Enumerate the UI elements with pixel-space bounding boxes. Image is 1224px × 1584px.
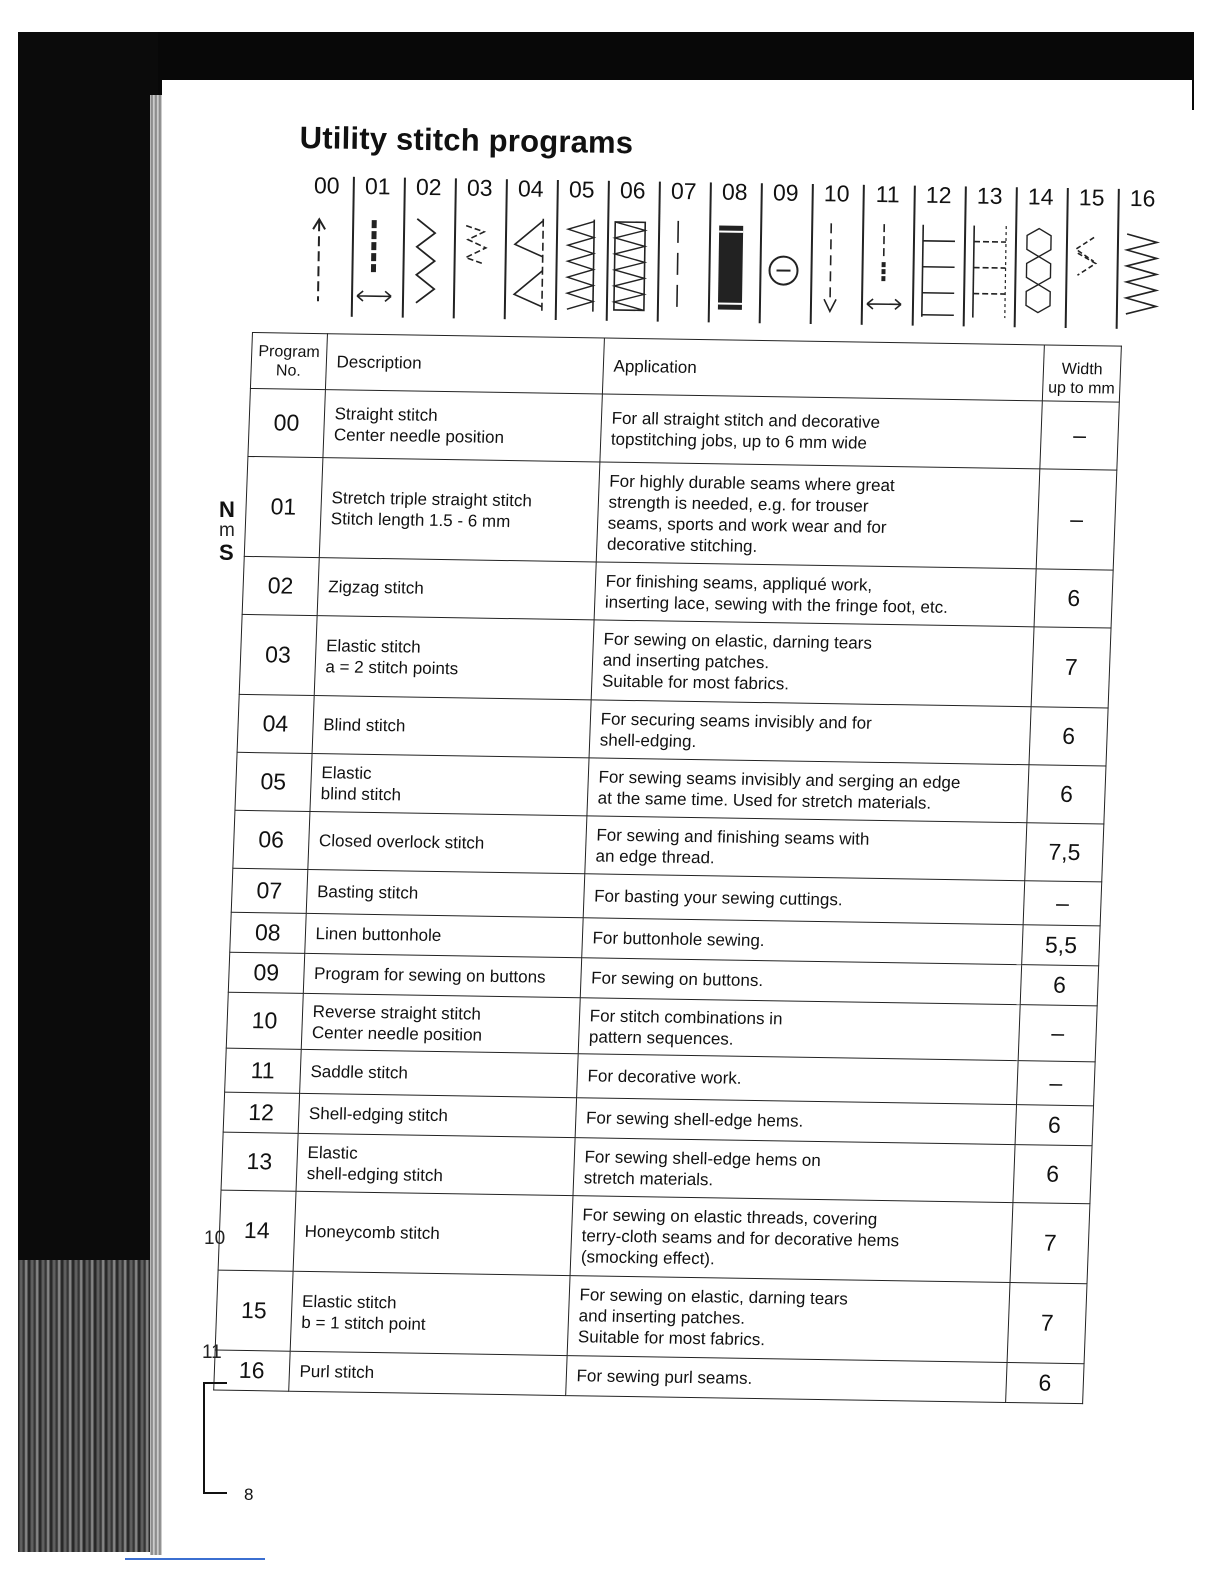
stitch-width: 6 xyxy=(1006,1362,1084,1403)
stitch-description: Stretch triple straight stitch Stitch length 1.5 - 6 mm xyxy=(319,458,600,562)
stitch-program-number: 06 xyxy=(619,176,646,204)
stitch-program-number: 02 xyxy=(415,173,442,201)
header-description-label: Description xyxy=(336,352,422,373)
stitch-application: For sewing purl seams. xyxy=(565,1356,1007,1403)
stitch-program-number: 11 xyxy=(875,181,900,208)
stitch-width: 6 xyxy=(1015,1105,1093,1146)
margin-number: 11 xyxy=(202,1342,222,1363)
buttonhole-stitch-icon xyxy=(708,212,760,323)
stitch-program-number: 13 xyxy=(976,182,1003,210)
triple-straight-stitch-icon xyxy=(351,207,403,318)
stitch-program-10 xyxy=(810,180,862,331)
stitch-program-16 xyxy=(1116,185,1168,336)
stitch-program-12 xyxy=(912,182,964,333)
stitch-description: Elastic stitch b = 1 stitch point xyxy=(290,1271,570,1355)
stitch-application: For finishing seams, appliqué work, inserting lace, sewing with the fringe foot, etc. xyxy=(594,562,1037,627)
overlock-stitch-icon xyxy=(606,211,658,322)
program-number: 14 xyxy=(218,1190,296,1271)
table-row xyxy=(239,614,1111,708)
page-edge xyxy=(150,95,162,1555)
stitch-program-05 xyxy=(555,176,607,327)
stitch-width: – xyxy=(1036,469,1116,570)
program-number: 16 xyxy=(214,1350,290,1391)
stitch-width: 7,5 xyxy=(1025,823,1104,882)
stitch-description: Reverse straight stitch Center needle position xyxy=(301,993,580,1053)
stitch-width: – xyxy=(1017,1061,1095,1106)
stitch-program-number: 09 xyxy=(772,179,799,206)
stitch-program-number: 04 xyxy=(517,175,544,202)
stitch-program-00 xyxy=(300,172,352,323)
program-number: 13 xyxy=(221,1132,298,1191)
program-number: 07 xyxy=(231,868,307,913)
stitch-application: For decorative work. xyxy=(576,1054,1018,1105)
margin-bracket xyxy=(203,1382,227,1494)
elastic-stitch-b-icon xyxy=(1065,218,1117,329)
blind-stitch-icon xyxy=(504,209,556,320)
stitch-description: Saddle stitch xyxy=(299,1049,578,1097)
stitch-program-07 xyxy=(657,178,709,329)
page-title: Utility stitch programs xyxy=(299,120,634,161)
margin-letter: m xyxy=(219,520,235,541)
stitch-program-number: 03 xyxy=(466,174,493,201)
elastic-stitch-icon xyxy=(453,208,505,319)
stitch-application: For sewing seams invisibly and serging an edge at the same time. Used for stretch materials. xyxy=(587,758,1030,823)
header-program-no xyxy=(250,333,327,390)
scan-mark xyxy=(125,1558,265,1560)
program-number: 10 xyxy=(226,992,303,1049)
stitch-program-table xyxy=(213,332,1122,1404)
stitch-program-02 xyxy=(402,174,454,325)
program-number: 02 xyxy=(242,556,319,615)
elastic-blind-stitch-icon xyxy=(555,210,607,321)
basting-stitch-icon xyxy=(657,212,709,323)
stitch-application: For sewing on elastic, darning tears and inserting patches. Suitable for most fabrics. xyxy=(567,1276,1011,1363)
program-number: 09 xyxy=(228,952,304,993)
stitch-width: 7 xyxy=(1010,1203,1090,1284)
stitch-width: 6 xyxy=(1034,569,1113,628)
stitch-description: Purl stitch xyxy=(288,1351,566,1395)
stitch-program-number: 07 xyxy=(670,177,697,205)
stitch-application: For highly durable seams where great strength is needed, e.g. for trouser seams, sports and work wear and for decorative stitching. xyxy=(596,462,1040,569)
stitch-program-08 xyxy=(708,178,760,329)
stitch-program-11 xyxy=(861,181,913,332)
margin-number: 10 xyxy=(204,1228,226,1249)
stitch-description: Straight stitch Center needle position xyxy=(323,390,603,462)
stitch-width: 6 xyxy=(1027,765,1106,824)
header-description xyxy=(325,334,604,394)
stitch-width: 6 xyxy=(1029,707,1108,766)
stitch-description: Elastic blind stitch xyxy=(310,753,589,815)
stitch-program-number: 05 xyxy=(568,176,595,203)
stitch-program-number: 08 xyxy=(721,178,748,205)
reverse-straight-stitch-icon xyxy=(810,214,862,325)
stitch-description: Basting stitch xyxy=(306,869,585,917)
stitch-width: 7 xyxy=(1031,627,1111,708)
stitch-width: – xyxy=(1023,881,1101,926)
stitch-program-number: 15 xyxy=(1078,184,1105,211)
stitch-application: For sewing on elastic, darning tears and inserting patches. Suitable for most fabrics. xyxy=(591,620,1035,707)
stitch-description: Elastic shell-edging stitch xyxy=(296,1133,575,1195)
stitch-application: For all straight stitch and decorative topstitching jobs, up to 6 mm wide xyxy=(600,394,1043,469)
stitch-application: For securing seams invisibly and for shell-edging. xyxy=(589,700,1032,765)
stitch-description: Zigzag stitch xyxy=(317,558,596,620)
table-row xyxy=(218,1190,1090,1284)
stitch-program-04 xyxy=(504,175,556,326)
stitch-program-09 xyxy=(759,179,811,330)
honeycomb-stitch-icon xyxy=(1014,217,1066,328)
stitch-description: Closed overlock stitch xyxy=(307,811,586,873)
stitch-width: 6 xyxy=(1020,965,1098,1006)
header-width-label: Width up to mm xyxy=(1047,360,1116,398)
margin-letter: N xyxy=(219,497,235,522)
header-application xyxy=(602,338,1045,401)
stitch-width: 5,5 xyxy=(1022,925,1100,966)
zigzag-stitch-icon xyxy=(402,208,454,319)
stitch-program-strip xyxy=(299,172,1161,345)
stitch-application: For basting your sewing cuttings. xyxy=(583,874,1025,925)
stitch-description: Elastic stitch a = 2 stitch points xyxy=(314,616,594,700)
program-number: 05 xyxy=(235,752,312,811)
saddle-stitch-icon xyxy=(861,215,913,326)
stitch-program-01 xyxy=(351,173,403,324)
stitch-program-14 xyxy=(1014,183,1066,334)
stitch-program-13 xyxy=(963,182,1015,333)
stitch-application: For sewing shell-edge hems. xyxy=(575,1098,1017,1145)
program-number: 15 xyxy=(215,1270,293,1351)
program-number: 03 xyxy=(239,614,317,695)
header-width xyxy=(1043,345,1122,402)
elastic-shell-edging-stitch-icon xyxy=(963,216,1015,327)
stitch-application: For stitch combinations in pattern sequences. xyxy=(578,998,1021,1061)
stitch-application: For buttonhole sewing. xyxy=(581,918,1023,965)
program-number: 01 xyxy=(244,456,322,557)
shell-edging-stitch-icon xyxy=(912,216,964,327)
stitch-width: 6 xyxy=(1013,1145,1092,1204)
stitch-description: Blind stitch xyxy=(312,696,591,758)
stitch-program-number: 10 xyxy=(823,180,850,207)
table-row xyxy=(244,456,1117,570)
stitch-description: Linen buttonhole xyxy=(304,913,582,957)
stitch-program-03 xyxy=(453,174,505,325)
margin-letter: S xyxy=(219,540,234,565)
stitch-application: For sewing and finishing seams with an edge thread. xyxy=(584,816,1027,881)
program-number: 04 xyxy=(237,694,314,753)
program-number: 00 xyxy=(248,388,325,457)
header-application-label: Application xyxy=(613,356,698,377)
stitch-description: Program for sewing on buttons xyxy=(303,953,581,997)
program-number: 06 xyxy=(233,810,310,869)
stitch-program-06 xyxy=(606,177,658,328)
stitch-program-number: 16 xyxy=(1129,185,1156,212)
page-number: 8 xyxy=(244,1485,254,1504)
button-sew-stitch-icon xyxy=(759,213,811,324)
program-number: 12 xyxy=(223,1092,299,1133)
purl-stitch-icon xyxy=(1116,219,1168,330)
header-program-no-label: Program No. xyxy=(258,342,321,380)
stitch-program-number: 12 xyxy=(925,181,952,209)
stitch-program-number: 14 xyxy=(1027,183,1054,210)
table-row xyxy=(215,1270,1087,1364)
stitch-width: – xyxy=(1040,401,1119,470)
stitch-application: For sewing on buttons. xyxy=(580,958,1022,1005)
stitch-width: 7 xyxy=(1007,1283,1087,1364)
stitch-application: For sewing on elastic threads, covering terry-cloth seams and for decorative hems (smocking effect). xyxy=(570,1196,1014,1283)
stitch-width: – xyxy=(1018,1005,1097,1062)
stitch-application: For sewing shell-edge hems on stretch materials. xyxy=(573,1138,1016,1203)
stitch-program-number: 00 xyxy=(313,172,340,199)
stitch-description: Shell-edging stitch xyxy=(298,1093,576,1137)
stitch-program-number: 01 xyxy=(364,172,391,200)
stitch-description: Honeycomb stitch xyxy=(293,1191,573,1275)
straight-stitch-icon xyxy=(300,206,352,317)
program-number: 11 xyxy=(225,1048,301,1093)
stitch-program-15 xyxy=(1065,184,1117,335)
binding-stripes xyxy=(18,1260,158,1552)
program-number: 08 xyxy=(230,912,306,953)
